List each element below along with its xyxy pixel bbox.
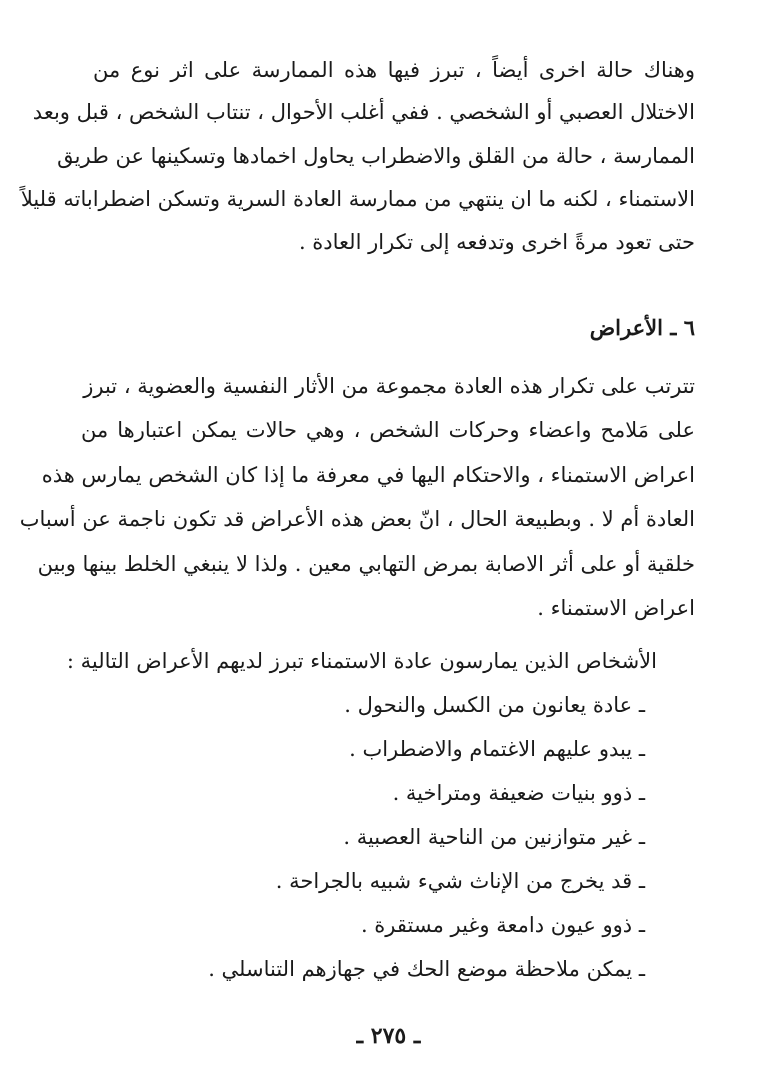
list-intro: الأشخاص الذين يمارسون عادة الاستمناء تبرز لديهم الأعراض التالية :	[66, 649, 657, 673]
symptom-item: ـ قد يخرج من الإناث شيء شبيه بالجراحة .	[275, 869, 645, 893]
symptom-item: ـ غير متوازنين من الناحية العصبية .	[343, 825, 645, 849]
paragraph-1-line-4: الاستمناء ، لكنه ما ان ينتهي من ممارسة العادة السرية وتسكن اضطراباته قليلاً	[20, 187, 695, 211]
paragraph-1-line-3: الممارسة ، حالة من القلق والاضطراب يحاول اخمادها وتسكينها عن طريق	[57, 144, 695, 168]
symptom-item: ـ ذوو عيون دامعة وغير مستقرة .	[360, 913, 645, 937]
paragraph-2-line-1: تترتب على تكرار هذه العادة مجموعة من الأثار النفسية والعضوية ، تبرز	[83, 374, 695, 398]
paragraph-1-line-2: الاختلال العصبي أو الشخصي . ففي أغلب الأحوال ، تنتاب الشخص ، قبل وبعد	[32, 100, 695, 124]
paragraph-2-line-5: خلقية أو على أثر الاصابة بمرض التهابي معين . ولذا لا ينبغي الخلط بينها وبين	[37, 552, 695, 576]
paragraph-1-line-5: حتى تعود مرةً اخرى وتدفعه إلى تكرار العادة .	[298, 230, 695, 254]
symptom-item: ـ عادة يعانون من الكسل والنحول .	[344, 693, 645, 717]
symptom-item: ـ ذوو بنيات ضعيفة ومتراخية .	[392, 781, 645, 805]
paragraph-2-line-4: العادة أم لا . وبطبيعة الحال ، انّ بعض هذه الأعراض قد تكون ناجمة عن أسباب	[19, 507, 695, 531]
paragraph-1-line-1: وهناك حالة اخرى أيضاً ، تبرز فيها هذه الممارسة على اثر نوع من	[93, 58, 695, 82]
paragraph-2-line-6: اعراض الاستمناء .	[537, 596, 695, 620]
symptom-item: ـ يمكن ملاحظة موضع الحك في جهازهم التناسلي .	[208, 957, 645, 981]
section-heading: ٦ ـ الأعراض	[589, 315, 695, 340]
paragraph-2-line-2: على مَلامح واعضاء وحركات الشخص ، وهي حالات يمكن اعتبارها من	[81, 418, 695, 442]
paragraph-2-line-3: اعراض الاستمناء ، والاحتكام اليها في معرفة ما إذا كان الشخص يمارس هذه	[41, 463, 695, 487]
page-number: ـ ٢٧٥ ـ	[356, 1023, 421, 1049]
symptom-item: ـ يبدو عليهم الاغتمام والاضطراب .	[349, 737, 645, 761]
